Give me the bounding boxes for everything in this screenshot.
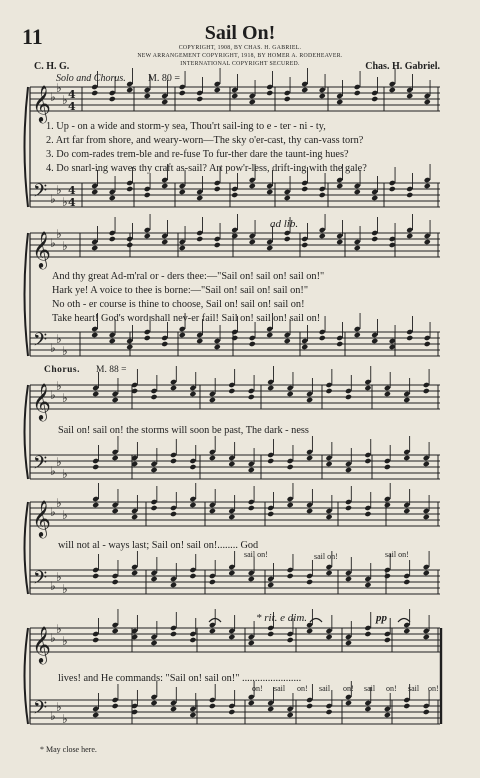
note-head bbox=[179, 245, 186, 251]
note-head bbox=[112, 397, 119, 403]
note-head bbox=[403, 628, 410, 634]
chorus-line: lives! and He commands: "Sail on! sail on!" ....................... bbox=[58, 673, 302, 684]
flat-sign: ♭ bbox=[56, 183, 62, 197]
note-head bbox=[403, 397, 410, 403]
note-head bbox=[306, 455, 313, 461]
note-head bbox=[170, 582, 177, 588]
flat-sign: ♭ bbox=[62, 508, 68, 522]
note-head bbox=[189, 637, 196, 643]
flat-sign: ♭ bbox=[56, 570, 62, 584]
note-head bbox=[214, 242, 221, 248]
note-head bbox=[319, 93, 326, 99]
note-head bbox=[228, 388, 235, 394]
verse-line: 3. Do com-rades trem-ble and re-fuse To fur-ther dare the taunt-ing hues? bbox=[46, 149, 349, 160]
brace bbox=[25, 385, 29, 479]
note-head bbox=[287, 502, 294, 508]
note-head bbox=[345, 505, 352, 511]
flat-sign: ♭ bbox=[62, 195, 68, 209]
verse-line: Take heart! God's word shall nev-er fail! Sail on! sail on! sail on! bbox=[52, 313, 321, 324]
treble-clef: 𝄞 bbox=[32, 499, 51, 537]
note-head bbox=[109, 195, 116, 201]
note-head bbox=[267, 706, 274, 712]
note-head bbox=[144, 93, 151, 99]
time-signature: 4 bbox=[68, 184, 76, 197]
note-head bbox=[306, 628, 313, 634]
note-head bbox=[231, 233, 238, 239]
hymn-number: 11 bbox=[22, 24, 43, 49]
flat-sign: ♭ bbox=[62, 467, 68, 481]
note-head bbox=[267, 385, 274, 391]
flat-sign: ♭ bbox=[56, 700, 62, 714]
note-head bbox=[91, 189, 98, 195]
note-head bbox=[228, 461, 235, 467]
treble-clef: 𝄞 bbox=[32, 230, 51, 268]
note-head bbox=[325, 709, 332, 715]
note-head bbox=[231, 93, 238, 99]
footnote: * May close here. bbox=[40, 745, 97, 754]
note-head bbox=[389, 87, 396, 93]
note-head bbox=[196, 236, 203, 242]
note-head bbox=[266, 189, 273, 195]
note-head bbox=[284, 195, 291, 201]
verse-line: And thy great Ad-m'ral or - ders thee:—"Sail on! sail on! sail on!" bbox=[52, 271, 325, 282]
note-head bbox=[389, 186, 396, 192]
note-head bbox=[267, 582, 274, 588]
note-head bbox=[112, 628, 119, 634]
copyright-line: NEW ARRANGEMENT COPYRIGHT, 1918, BY HOMER A. RODEHEAVER. bbox=[137, 53, 343, 59]
note-head bbox=[371, 338, 378, 344]
fermata bbox=[310, 619, 322, 623]
note-head bbox=[161, 183, 168, 189]
bass-clef: 𝄢 bbox=[33, 568, 48, 593]
note-head bbox=[126, 87, 133, 93]
note-head bbox=[109, 96, 116, 102]
note-head bbox=[92, 502, 99, 508]
verse-line: Hark ye! A voice to thee is borne:—"Sail on! sail on! sail on!" bbox=[52, 285, 309, 296]
note-head bbox=[231, 192, 238, 198]
lyricist-initials: C. H. G. bbox=[34, 61, 70, 72]
note-head bbox=[170, 706, 177, 712]
note-head bbox=[403, 703, 410, 709]
flat-sign: ♭ bbox=[50, 192, 56, 206]
flat-sign: ♭ bbox=[62, 239, 68, 253]
note-head bbox=[423, 514, 430, 520]
note-head bbox=[345, 700, 352, 706]
flat-sign: ♭ bbox=[62, 344, 68, 358]
flat-sign: ♭ bbox=[56, 227, 62, 241]
bass-clef: 𝄢 bbox=[33, 181, 48, 206]
note-head bbox=[423, 709, 430, 715]
note-head bbox=[249, 239, 256, 245]
note-head bbox=[336, 341, 343, 347]
bass-echo: sail on! bbox=[385, 550, 409, 559]
note-head bbox=[384, 573, 391, 579]
flat-sign: ♭ bbox=[56, 622, 62, 636]
note-head bbox=[424, 239, 431, 245]
bass-echo: on! bbox=[428, 684, 439, 693]
bass-echo: sail on! bbox=[244, 550, 268, 559]
note-head bbox=[170, 385, 177, 391]
note-head bbox=[403, 579, 410, 585]
note-head bbox=[406, 93, 413, 99]
note-head bbox=[196, 96, 203, 102]
note-head bbox=[196, 338, 203, 344]
note-head bbox=[301, 186, 308, 192]
note-head bbox=[267, 631, 274, 637]
note-head bbox=[325, 461, 332, 467]
note-head bbox=[189, 502, 196, 508]
note-head bbox=[228, 709, 235, 715]
chorus-line: will not al - ways last; Sail on! sail on!........ God bbox=[58, 540, 259, 551]
treble-clef: 𝄞 bbox=[32, 84, 51, 122]
composer: Chas. H. Gabriel. bbox=[365, 61, 440, 72]
flat-sign: ♭ bbox=[62, 93, 68, 107]
flat-sign: ♭ bbox=[56, 455, 62, 469]
note-head bbox=[267, 458, 274, 464]
note-head bbox=[266, 90, 273, 96]
note-head bbox=[266, 245, 273, 251]
ad-lib-marking: ad lib. bbox=[270, 218, 299, 230]
note-head bbox=[364, 458, 371, 464]
copyright-line: INTERNATIONAL COPYRIGHT SECURED. bbox=[180, 61, 300, 67]
note-head bbox=[284, 236, 291, 242]
dynamic-marking: pp bbox=[376, 612, 387, 624]
note-head bbox=[364, 631, 371, 637]
fermata bbox=[398, 619, 410, 623]
note-head bbox=[144, 233, 151, 239]
note-head bbox=[354, 189, 361, 195]
note-head bbox=[91, 90, 98, 96]
tempo-marking: M. 88 = bbox=[96, 365, 127, 375]
time-signature: 4 bbox=[68, 196, 76, 209]
note-head bbox=[170, 631, 177, 637]
note-head bbox=[364, 706, 371, 712]
note-head bbox=[423, 388, 430, 394]
note-head bbox=[267, 511, 274, 517]
note-head bbox=[423, 570, 430, 576]
time-signature: 4 bbox=[68, 100, 76, 113]
note-head bbox=[249, 341, 256, 347]
flat-sign: ♭ bbox=[50, 709, 56, 723]
verse-line: 4. Do snarl-ing waves thy craft as-sail? Art pow'r-less, drift-ing with the gale? bbox=[46, 163, 367, 174]
note-head bbox=[424, 341, 431, 347]
note-head bbox=[131, 514, 138, 520]
note-head bbox=[403, 508, 410, 514]
note-head bbox=[336, 99, 343, 105]
note-head bbox=[228, 570, 235, 576]
note-head bbox=[248, 700, 255, 706]
note-head bbox=[371, 236, 378, 242]
brace bbox=[25, 233, 29, 356]
note-head bbox=[306, 508, 313, 514]
note-head bbox=[371, 96, 378, 102]
note-head bbox=[384, 712, 391, 718]
note-head bbox=[112, 703, 119, 709]
note-head bbox=[92, 712, 99, 718]
note-head bbox=[345, 394, 352, 400]
note-head bbox=[189, 573, 196, 579]
note-head bbox=[354, 90, 361, 96]
note-head bbox=[364, 582, 371, 588]
tempo-marking: M. 80 = bbox=[148, 73, 181, 84]
hymn-title: Sail On! bbox=[204, 22, 276, 44]
note-head bbox=[126, 186, 133, 192]
bass-clef: 𝄢 bbox=[33, 330, 48, 355]
note-head bbox=[284, 338, 291, 344]
note-head bbox=[325, 634, 332, 640]
note-head bbox=[249, 183, 256, 189]
note-head bbox=[92, 573, 99, 579]
verse-line: 2. Art far from shore, and weary-worn—The sky o'er-cast, thy can-vass torn? bbox=[46, 135, 364, 146]
flat-sign: ♭ bbox=[56, 332, 62, 346]
note-head bbox=[287, 573, 294, 579]
note-head bbox=[325, 388, 332, 394]
note-head bbox=[179, 189, 186, 195]
note-head bbox=[354, 245, 361, 251]
bass-echo: on! bbox=[386, 684, 397, 693]
bass-echo: on! bbox=[297, 684, 308, 693]
note-head bbox=[150, 640, 157, 646]
note-head bbox=[384, 391, 391, 397]
note-head bbox=[249, 99, 256, 105]
note-head bbox=[266, 332, 273, 338]
note-head bbox=[92, 391, 99, 397]
performance-marking: Solo and Chorus. bbox=[56, 73, 126, 84]
note-head bbox=[179, 90, 186, 96]
note-head bbox=[319, 335, 326, 341]
note-head bbox=[319, 192, 326, 198]
note-head bbox=[306, 579, 313, 585]
note-head bbox=[214, 344, 221, 350]
note-head bbox=[179, 332, 186, 338]
copyright-line: COPYRIGHT, 1908, BY CHAS. H. GABRIEL. bbox=[178, 45, 302, 51]
note-head bbox=[112, 579, 119, 585]
note-head bbox=[301, 344, 308, 350]
treble-clef: 𝄞 bbox=[32, 625, 51, 663]
note-head bbox=[403, 455, 410, 461]
note-head bbox=[109, 338, 116, 344]
note-head bbox=[248, 640, 255, 646]
brace bbox=[25, 628, 29, 724]
bass-echo: sail on! bbox=[314, 552, 338, 561]
note-head bbox=[209, 579, 216, 585]
flat-sign: ♭ bbox=[62, 634, 68, 648]
note-head bbox=[91, 332, 98, 338]
note-head bbox=[336, 183, 343, 189]
bass-echo: sail bbox=[274, 684, 286, 693]
note-head bbox=[384, 464, 391, 470]
note-head bbox=[301, 87, 308, 93]
verse-line: No oth - er course is thine to choose, Sail on! sail on! sail on! bbox=[52, 299, 305, 310]
bass-echo: on! bbox=[252, 684, 263, 693]
note-head bbox=[248, 576, 255, 582]
note-head bbox=[384, 502, 391, 508]
bass-clef: 𝄢 bbox=[33, 698, 48, 723]
note-head bbox=[150, 467, 157, 473]
note-head bbox=[287, 464, 294, 470]
note-head bbox=[214, 87, 221, 93]
note-head bbox=[92, 637, 99, 643]
note-head bbox=[345, 467, 352, 473]
flat-sign: ♭ bbox=[50, 90, 56, 104]
note-head bbox=[209, 703, 216, 709]
flat-sign: ♭ bbox=[62, 582, 68, 596]
flat-sign: ♭ bbox=[62, 391, 68, 405]
flat-sign: ♭ bbox=[50, 464, 56, 478]
note-head bbox=[306, 703, 313, 709]
note-head bbox=[354, 332, 361, 338]
bass-echo: sail bbox=[364, 684, 376, 693]
note-head bbox=[306, 397, 313, 403]
flat-sign: ♭ bbox=[50, 388, 56, 402]
chorus-label: Chorus. bbox=[44, 365, 80, 375]
note-head bbox=[126, 344, 133, 350]
note-head bbox=[248, 467, 255, 473]
note-head bbox=[109, 236, 116, 242]
time-signature: 4 bbox=[68, 88, 76, 101]
note-head bbox=[150, 576, 157, 582]
flat-sign: ♭ bbox=[50, 341, 56, 355]
note-head bbox=[301, 242, 308, 248]
note-head bbox=[325, 514, 332, 520]
note-head bbox=[424, 183, 431, 189]
note-head bbox=[150, 505, 157, 511]
note-head bbox=[423, 634, 430, 640]
note-head bbox=[161, 341, 168, 347]
note-head bbox=[161, 239, 168, 245]
verse-line: 1. Up - on a wide and storm-y sea, Thou'rt sail-ing to e - ter - ni - ty, bbox=[46, 121, 326, 132]
note-head bbox=[319, 233, 326, 239]
note-head bbox=[196, 195, 203, 201]
note-head bbox=[126, 242, 133, 248]
rit-marking: * rit. e dim. bbox=[256, 612, 308, 624]
note-head bbox=[214, 186, 221, 192]
treble-clef: 𝄞 bbox=[32, 382, 51, 420]
note-head bbox=[209, 628, 216, 634]
flat-sign: ♭ bbox=[56, 81, 62, 95]
note-head bbox=[228, 514, 235, 520]
note-head bbox=[406, 192, 413, 198]
brace bbox=[25, 87, 29, 207]
note-head bbox=[170, 458, 177, 464]
note-head bbox=[284, 96, 291, 102]
flat-sign: ♭ bbox=[56, 496, 62, 510]
note-head bbox=[371, 195, 378, 201]
note-head bbox=[209, 397, 216, 403]
note-head bbox=[287, 637, 294, 643]
note-head bbox=[161, 99, 168, 105]
flat-sign: ♭ bbox=[50, 579, 56, 593]
bass-clef: 𝄢 bbox=[33, 453, 48, 478]
note-head bbox=[231, 335, 238, 341]
chorus-line: Sail on! sail on! the storms will soon be past, The dark - ness bbox=[58, 425, 309, 436]
note-head bbox=[189, 712, 196, 718]
note-head bbox=[91, 245, 98, 251]
note-head bbox=[170, 511, 177, 517]
note-head bbox=[131, 570, 138, 576]
note-head bbox=[189, 391, 196, 397]
flat-sign: ♭ bbox=[50, 236, 56, 250]
note-head bbox=[144, 335, 151, 341]
note-head bbox=[112, 508, 119, 514]
bass-echo: on! bbox=[343, 684, 354, 693]
note-head bbox=[287, 712, 294, 718]
flat-sign: ♭ bbox=[50, 631, 56, 645]
note-head bbox=[345, 576, 352, 582]
flat-sign: ♭ bbox=[50, 505, 56, 519]
note-head bbox=[364, 511, 371, 517]
note-head bbox=[325, 570, 332, 576]
note-head bbox=[150, 700, 157, 706]
note-head bbox=[209, 508, 216, 514]
note-head bbox=[144, 192, 151, 198]
note-head bbox=[345, 640, 352, 646]
note-head bbox=[384, 637, 391, 643]
note-head bbox=[406, 335, 413, 341]
bass-echo: sail bbox=[319, 684, 331, 693]
brace bbox=[25, 502, 29, 594]
note-head bbox=[287, 391, 294, 397]
note-head bbox=[228, 634, 235, 640]
flat-sign: ♭ bbox=[62, 712, 68, 726]
note-head bbox=[406, 233, 413, 239]
note-head bbox=[364, 385, 371, 391]
note-head bbox=[424, 99, 431, 105]
note-head bbox=[112, 455, 119, 461]
note-head bbox=[248, 394, 255, 400]
flat-sign: ♭ bbox=[56, 379, 62, 393]
note-head bbox=[150, 394, 157, 400]
note-head bbox=[248, 505, 255, 511]
note-head bbox=[92, 464, 99, 470]
note-head bbox=[423, 461, 430, 467]
note-head bbox=[209, 455, 216, 461]
bass-echo: sail bbox=[408, 684, 420, 693]
note-head bbox=[336, 239, 343, 245]
note-head bbox=[189, 464, 196, 470]
